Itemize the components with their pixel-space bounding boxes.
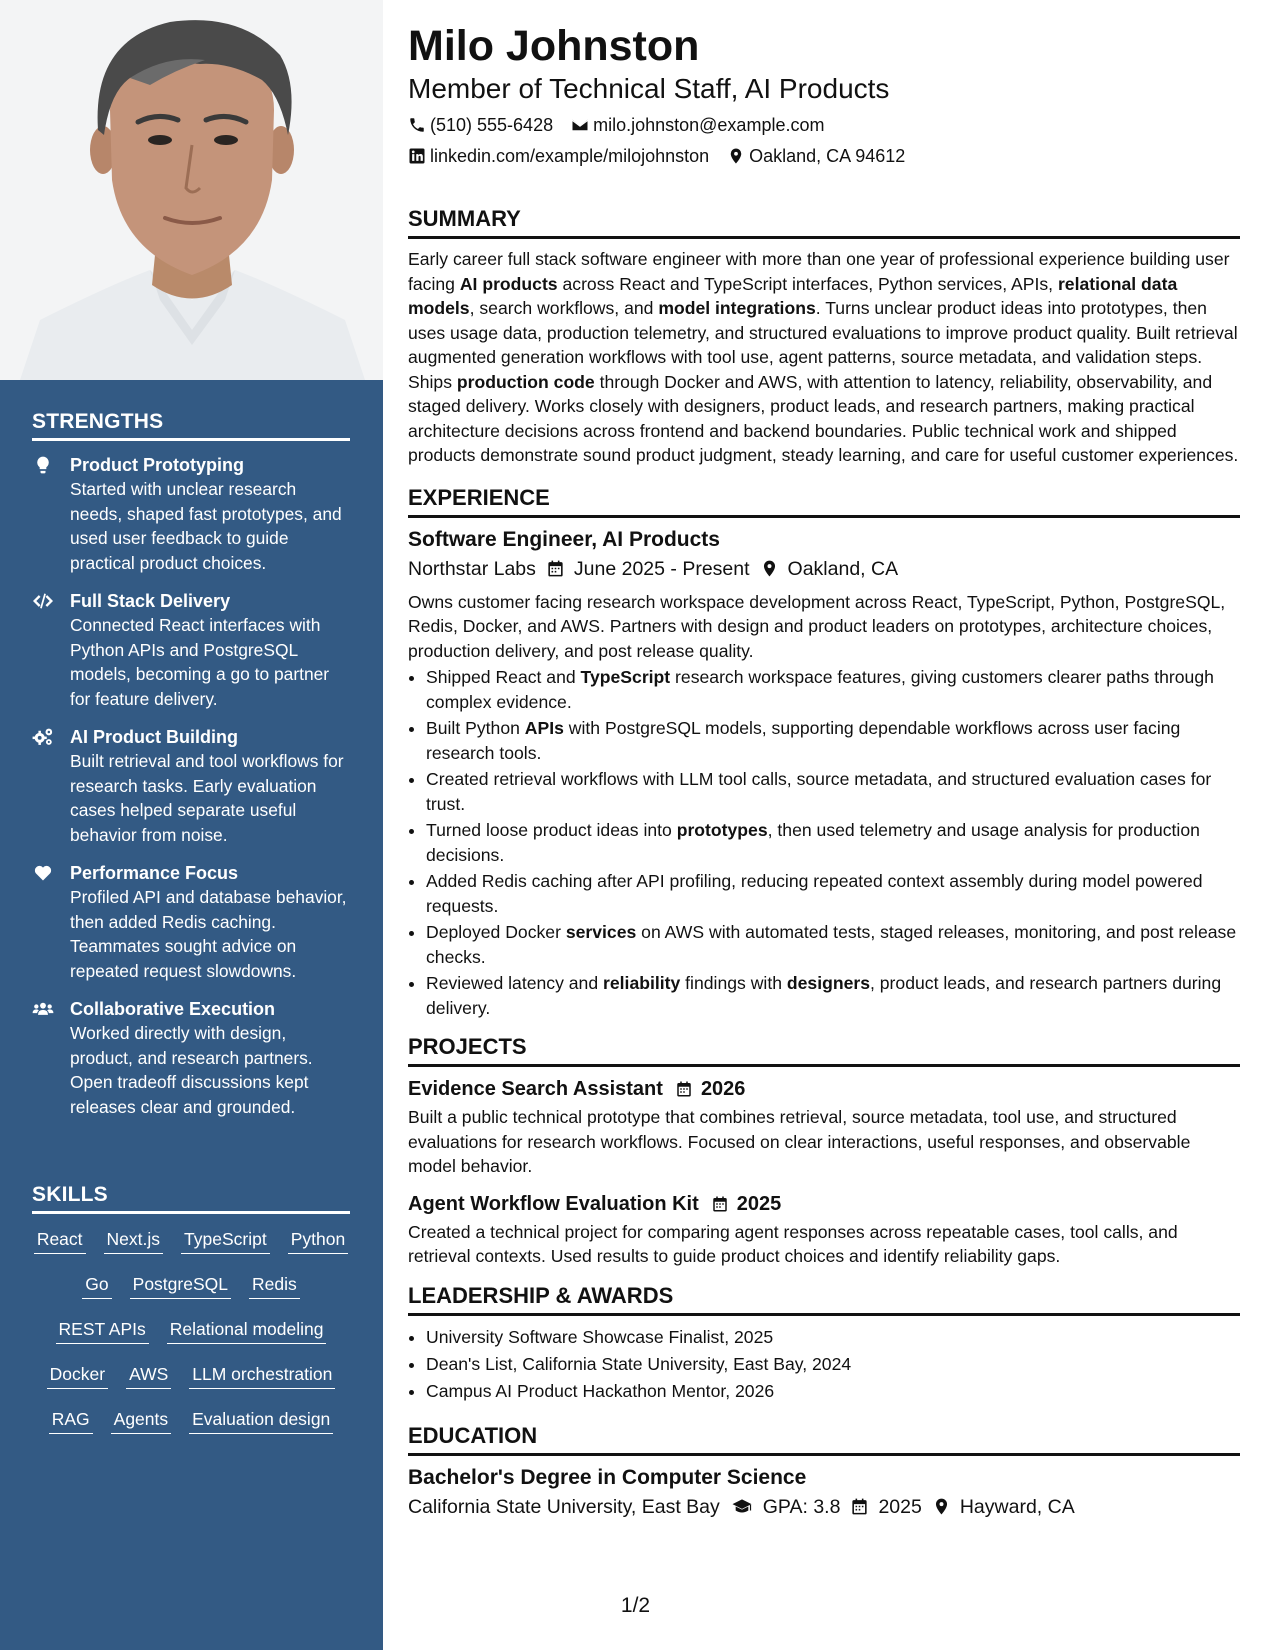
- skills-row: [32, 1363, 350, 1408]
- page-number: [0, 1594, 1275, 1618]
- project-name: Agent Workflow Evaluation Kit: [408, 1192, 699, 1215]
- skill-tag: Relational modeling: [167, 1318, 327, 1344]
- bold-text: model integrations: [658, 298, 816, 318]
- job-bullet: [426, 767, 1240, 816]
- awards-heading: LEADERSHIP & AWARDS: [408, 1282, 1240, 1316]
- linkedin-icon: [408, 147, 426, 165]
- bold-text: AI products: [459, 273, 558, 294]
- users-icon: [32, 997, 70, 1119]
- email-contact[interactable]: [571, 113, 824, 137]
- heart-icon: [32, 861, 70, 983]
- project-header: [408, 1075, 1240, 1103]
- skills-row: [32, 1408, 350, 1453]
- text-run: with PostgreSQL models, supporting dependable workflows across user facing research tools.: [426, 718, 1181, 763]
- strength-text: Connected React interfaces with Python APIs and PostgreSQL models, becoming a go to partner for feature delivery.: [70, 615, 330, 709]
- job-title: Software Engineer, AI Products: [408, 527, 720, 551]
- skills-heading: SKILLS: [32, 1183, 350, 1214]
- map-pin-icon: [760, 559, 779, 578]
- graduation-year: 2025: [878, 1495, 922, 1518]
- strength-title: Full Stack Delivery: [70, 591, 231, 611]
- text-run: Early career full stack software engineer with more than one year of professional experience building user facing: [408, 249, 1230, 294]
- strength-text: Worked directly with design, product, and research partners. Open tradeoff discussions kept releases clear and grounded.: [70, 1023, 313, 1117]
- portrait-illustration: [0, 0, 383, 380]
- awards-list: [408, 1324, 1240, 1404]
- text-run: Turned loose product ideas into: [426, 820, 677, 840]
- bold-text: APIs: [524, 718, 564, 738]
- job-description: Owns customer facing research workspace development across React, TypeScript, Python, PostgreSQL, Redis, Docker, and AWS. Partners with design and product leaders on prototypes, architecture choices, production delivery, and post release quality.: [408, 591, 1226, 661]
- strength-item: [32, 453, 350, 575]
- strength-item: [32, 861, 350, 983]
- phone-icon: [408, 116, 426, 134]
- strength-item: [32, 997, 350, 1119]
- experience-section: [408, 484, 1240, 1021]
- job-bullet: [426, 818, 1240, 867]
- skill-tag: Agents: [111, 1408, 171, 1434]
- job-location: Oakland, CA: [787, 557, 899, 580]
- strength-text: Started with unclear research needs, shaped fast prototypes, and used user feedback to guide practical product choices.: [70, 479, 342, 573]
- company-name: Northstar Labs: [408, 557, 536, 580]
- job-bullet: [426, 665, 1240, 714]
- map-pin-icon: [727, 147, 745, 165]
- envelope-icon: [571, 116, 589, 134]
- projects-heading: PROJECTS: [408, 1033, 1240, 1067]
- skills-row: [32, 1228, 350, 1273]
- skill-tag: AWS: [126, 1363, 171, 1389]
- text-run: Deployed Docker: [426, 922, 566, 942]
- strength-item: [32, 725, 350, 847]
- project-header: [408, 1190, 1240, 1218]
- award-item: • Campus AI Product Hackathon Mentor, 2026: [426, 1378, 1240, 1404]
- linkedin-url[interactable]: linkedin.com/example/milojohnston: [430, 146, 710, 166]
- text-run: Built Python: [426, 718, 525, 738]
- bold-text: prototypes: [676, 820, 768, 840]
- summary-section: [408, 205, 1240, 468]
- skill-tag: REST APIs: [56, 1318, 149, 1344]
- bold-text: relational data models: [408, 273, 1178, 318]
- text-run: findings with: [680, 973, 787, 993]
- main-content: [408, 20, 1240, 1528]
- text-run: Added Redis caching after API profiling, reducing repeated context assembly during model powered requests.: [426, 871, 1203, 916]
- strength-title: Performance Focus: [70, 863, 239, 883]
- profile-photo: [0, 0, 383, 380]
- sidebar: [0, 0, 383, 1650]
- calendar-icon: [675, 1080, 693, 1098]
- phone-number: (510) 555-6428: [430, 115, 554, 135]
- skill-tag: PostgreSQL: [130, 1273, 231, 1299]
- skills-row: [32, 1273, 350, 1318]
- text-run: through Docker and AWS, with attention to latency, reliability, observability, and staged delivery. Works closely with designers, product leads, and research partners, making practical architecture decisions across frontend and backend boundaries. Public technical work and shipped products demonstrate sound product judgment, steady learning, and care for useful customer experiences.: [408, 371, 1239, 465]
- education-meta: [408, 1492, 1240, 1522]
- degree-title: Bachelor's Degree in Computer Science: [408, 1465, 807, 1489]
- bold-text: reliability: [603, 973, 681, 993]
- strengths-section: [32, 410, 350, 1133]
- strength-title: AI Product Building: [70, 727, 238, 747]
- candidate-name: Milo Johnston: [408, 22, 700, 70]
- code-icon: [32, 589, 70, 711]
- location-text: Oakland, CA 94612: [749, 146, 906, 166]
- strengths-heading: STRENGTHS: [32, 410, 350, 441]
- text-run: . Turns unclear product ideas into prototypes, then uses usage data, production telemetry, and structured evaluations to improve product quality. Built retrieval augmented generation workflows with tool use, agent patterns, source metadata, and validation steps. Ships: [408, 298, 1238, 392]
- text-run: , product leads, and research partners during delivery.: [426, 973, 1222, 1018]
- map-pin-icon: [932, 1497, 951, 1516]
- text-run: across React and TypeScript interfaces, Python services, APIs,: [557, 273, 1058, 294]
- job-bullet: [426, 716, 1240, 765]
- phone-contact: [408, 113, 553, 137]
- job-bullets: [408, 665, 1240, 1020]
- job-dates: June 2025 - Present: [573, 557, 750, 580]
- awards-section: [408, 1282, 1240, 1404]
- education-section: [408, 1422, 1240, 1522]
- candidate-role: Member of Technical Staff, AI Products: [408, 73, 890, 104]
- gears-icon: [32, 725, 70, 847]
- skill-tag: Python: [288, 1228, 348, 1254]
- skill-tag: Docker: [47, 1363, 108, 1389]
- contact-row: [408, 112, 1240, 138]
- job-bullet: [426, 971, 1240, 1020]
- bold-text: TypeScript: [580, 667, 671, 687]
- education-heading: EDUCATION: [408, 1422, 1240, 1456]
- skill-tag: Next.js: [104, 1228, 163, 1254]
- contact-row: [408, 143, 1240, 169]
- strength-item: [32, 589, 350, 711]
- skill-tag: Evaluation design: [189, 1408, 333, 1434]
- bold-text: services: [565, 922, 637, 942]
- page-number-text: 1/2: [620, 1594, 651, 1617]
- school-name: California State University, East Bay: [408, 1495, 720, 1518]
- education-location: Hayward, CA: [959, 1495, 1075, 1518]
- calendar-icon: [546, 559, 565, 578]
- job-bullet: [426, 920, 1240, 969]
- skill-tag: LLM orchestration: [189, 1363, 335, 1389]
- bold-text: designers: [786, 973, 870, 993]
- project-year: 2025: [736, 1192, 782, 1215]
- award-item: • University Software Showcase Finalist, 2025: [426, 1324, 1240, 1350]
- calendar-icon: [850, 1497, 869, 1516]
- text-run: Created retrieval workflows with LLM tool calls, source metadata, and structured evaluation cases for trust.: [426, 769, 1212, 814]
- strength-text: Profiled API and database behavior, then added Redis caching. Teammates sought advice on repeated request slowdowns.: [70, 887, 347, 981]
- skill-tag: TypeScript: [181, 1228, 270, 1254]
- skills-row: [32, 1318, 350, 1363]
- project-name: Evidence Search Assistant: [408, 1078, 663, 1100]
- skills-section: [32, 1183, 350, 1453]
- project-description: Created a technical project for comparing agent responses across repeatable cases, tool calls, and retrieval contexts. Used results to guide product choices and identify reliability gaps.: [408, 1221, 1178, 1266]
- linkedin-contact[interactable]: [408, 144, 709, 168]
- skill-tag: React: [34, 1228, 86, 1254]
- text-run: Shipped React and: [426, 667, 581, 687]
- graduation-cap-icon: [730, 1497, 754, 1516]
- project-description: Built a public technical prototype that combines retrieval, source metadata, tool use, and structured evaluations for research workflows. Focused on clear interactions, useful responses, and observable model behavior.: [408, 1107, 1191, 1176]
- skill-tag: Go: [82, 1273, 111, 1299]
- text-run: on AWS with automated tests, staged releases, monitoring, and post release checks.: [426, 922, 1237, 967]
- text-run: Reviewed latency and: [426, 973, 604, 993]
- text-run: research workspace features, giving customers clearer paths through complex evidence.: [426, 667, 1214, 712]
- award-item: • Dean's List, California State University, East Bay, 2024: [426, 1351, 1240, 1377]
- project-year: 2026: [700, 1078, 746, 1100]
- projects-section: [408, 1033, 1240, 1269]
- skill-tag: RAG: [49, 1408, 93, 1434]
- calendar-icon: [711, 1195, 729, 1213]
- text-run: , then used telemetry and usage analysis for production decisions.: [426, 820, 1200, 865]
- text-run: , search workflows, and: [469, 298, 659, 318]
- bold-text: production code: [456, 371, 595, 392]
- skill-tag: Redis: [249, 1273, 300, 1299]
- lightbulb-icon: [32, 453, 70, 575]
- summary-heading: SUMMARY: [408, 205, 1240, 239]
- strength-title: Collaborative Execution: [70, 999, 276, 1019]
- experience-heading: EXPERIENCE: [408, 484, 1240, 518]
- job-bullet: [426, 869, 1240, 918]
- email-address[interactable]: milo.johnston@example.com: [593, 115, 825, 135]
- summary-text: [408, 247, 1240, 468]
- strength-text: Built retrieval and tool workflows for research tasks. Early evaluation cases helped separate useful behavior from noise.: [70, 751, 344, 845]
- job-meta: [408, 554, 1240, 584]
- gpa: GPA: 3.8: [762, 1495, 841, 1518]
- location-contact: [727, 144, 905, 168]
- strength-title: Product Prototyping: [70, 455, 244, 475]
